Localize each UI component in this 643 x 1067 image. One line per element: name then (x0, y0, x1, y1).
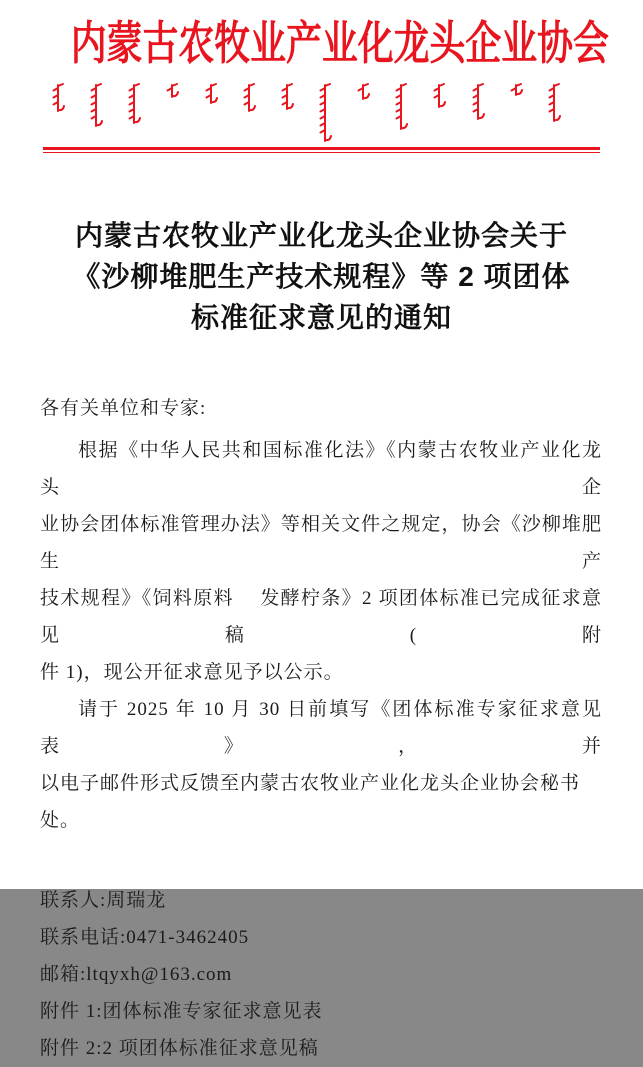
body-line: 以电子邮件形式反馈至内蒙古农牧业产业化龙头企业协会秘书处。 (40, 773, 581, 831)
body-line: 请于 2025 年 10 月 30 日前填写《团体标准专家征求意见表》，并 (40, 699, 602, 757)
salutation-line: 各有关单位和专家: (40, 398, 207, 419)
red-divider-rule (43, 147, 600, 153)
mongolian-word-glyph (508, 83, 524, 97)
mongolian-word-glyph (279, 83, 295, 111)
mongolian-word-glyph (50, 83, 66, 113)
contact-phone-line: 联系电话:0471-3462405 (40, 927, 250, 948)
mongolian-word-glyph (355, 83, 371, 101)
contact-block (40, 882, 602, 1067)
mongolian-word-glyph (203, 83, 219, 105)
body-line: 件 1)，现公开征求意见予以公示。 (40, 662, 344, 683)
mongolian-word-glyph (317, 83, 333, 143)
notice-title (0, 215, 643, 338)
mongolian-word-glyph (164, 83, 180, 99)
notice-body (40, 390, 602, 1067)
mongolian-word-glyph (241, 83, 257, 113)
mongolian-word-glyph (88, 83, 104, 128)
contact-email-line: 邮箱:ltqyxh@163.com (40, 964, 233, 985)
attachment-2-line: 附件 2:2 项团体标准征求意见稿 (40, 1038, 319, 1059)
body-line: 根据《中华人民共和国标准化法》《内蒙古农牧业产业化龙头企 (40, 440, 602, 498)
notice-title-line: 标准征求意见的通知 (190, 302, 452, 333)
body-line: 业协会团体标准管理办法》等相关文件之规定，协会《沙柳堆肥生产 (40, 514, 602, 572)
mongolian-word-glyph (431, 83, 447, 109)
contact-person-line: 联系人:周瑞龙 (40, 890, 167, 911)
body-line: 技术规程》《饲料原料 发酵柠条》2 项团体标准已完成征求意见稿(附 (40, 588, 602, 646)
org-name-heading: 内蒙古农牧业产业化龙头企业协会 (70, 18, 609, 69)
attachment-1-line: 附件 1:团体标准专家征求意见表 (40, 1001, 323, 1022)
mongolian-word-glyph (470, 83, 486, 121)
letterhead (0, 0, 643, 153)
notice-title-line: 内蒙古农牧业产业化龙头企业协会关于 (74, 220, 568, 251)
mongolian-word-glyph (126, 83, 142, 125)
mongolian-word-glyph (393, 83, 409, 131)
mongolian-script (50, 83, 562, 145)
mongolian-word-glyph (546, 83, 562, 123)
notice-title-line: 《沙柳堆肥生产技术规程》等 2 项团体 (72, 261, 571, 292)
